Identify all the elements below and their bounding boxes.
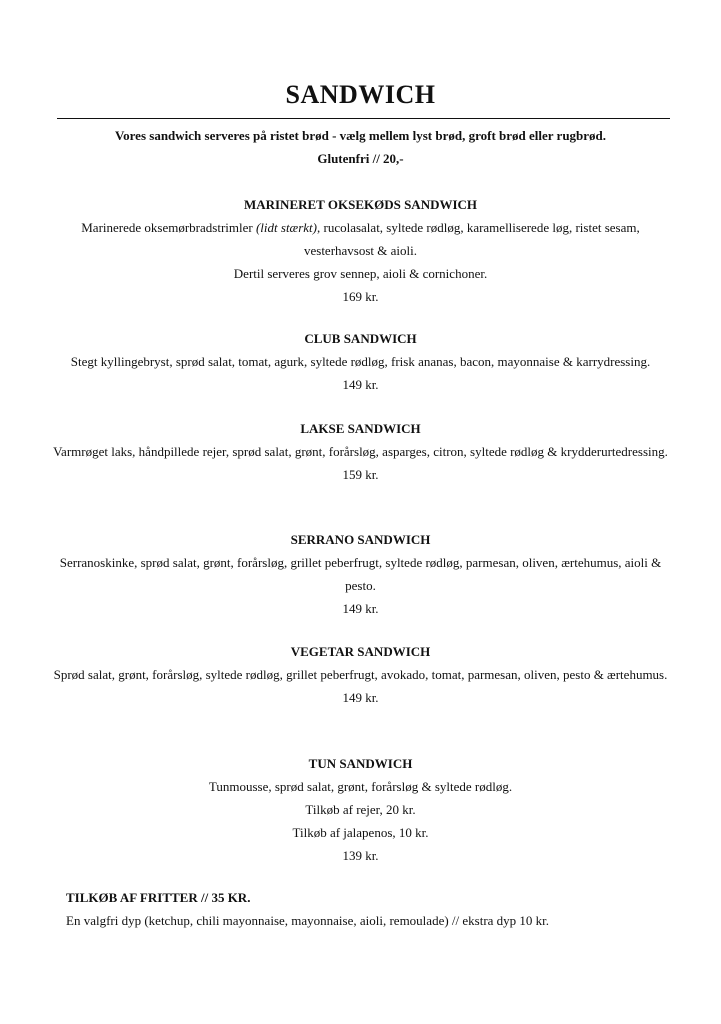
menu-item-description: Varmrøget laks, håndpillede rejer, sprød salat, grønt, forårsløg, asparges, citron, syltede rødløg & krydderurtedressing. — [53, 444, 668, 459]
menu-item-name: VEGETAR SANDWICH — [290, 644, 431, 659]
spice-note: (lidt stærkt) — [255, 220, 317, 235]
menu-item-addon-rejer: Tilkøb af rejer, 20 kr. — [305, 802, 416, 817]
menu-item-description: Stegt kyllingebryst, sprød salat, tomat, agurk, syltede rødløg, frisk ananas, bacon, mayonnaise & karrydressing. — [70, 354, 651, 369]
intro-bread-note: Vores sandwich serveres på ristet brød - vælg mellem lyst brød, groft brød eller rugbrød. — [114, 128, 607, 143]
menu-item-lakse — [50, 417, 671, 486]
menu-item-tun — [50, 752, 671, 867]
menu-item-name: SERRANO SANDWICH — [290, 532, 431, 547]
extras-fritter — [66, 886, 686, 932]
menu-item-description: Tunmousse, sprød salat, grønt, forårsløg & syltede rødløg. — [208, 779, 513, 794]
intro-glutenfree-note: Glutenfri // 20,- — [317, 151, 404, 166]
menu-item-description — [50, 216, 671, 262]
page-title: SANDWICH — [285, 80, 436, 109]
description-text: Marinerede oksemørbradstrimler — [81, 220, 256, 235]
menu-item-marineret — [50, 193, 671, 308]
menu-item-name: LAKSE SANDWICH — [300, 421, 421, 436]
description-text-cont: , rucolasalat, syltede rødløg, karamelliserede løg, ristet sesam, vesterhavsost & aioli. — [303, 220, 640, 258]
extras-heading: TILKØB AF FRITTER // 35 KR. — [66, 890, 251, 905]
menu-item-price: 169 kr. — [342, 289, 379, 304]
menu-item-serrano — [50, 528, 671, 620]
menu-item-price: 139 kr. — [342, 848, 379, 863]
extras-description: En valgfri dyp (ketchup, chili mayonnaise, mayonnaise, aioli, remoulade) // ekstra dyp 10 kr. — [66, 913, 550, 928]
menu-item-name: TUN SANDWICH — [308, 756, 413, 771]
title-divider — [57, 118, 670, 119]
menu-item-description: Serranoskinke, sprød salat, grønt, forårsløg, grillet peberfrugt, syltede rødløg, parmesan, oliven, ærtehumus, aioli & pesto. — [59, 555, 662, 593]
menu-item-description: Sprød salat, grønt, forårsløg, syltede rødløg, grillet peberfrugt, avokado, tomat, parmesan, oliven, pesto & ærtehumus. — [53, 667, 668, 682]
menu-item-name: CLUB SANDWICH — [304, 331, 417, 346]
menu-item-note: Dertil serveres grov sennep, aioli & cornichoner. — [233, 266, 488, 281]
menu-item-price: 149 kr. — [342, 601, 379, 616]
menu-item-price: 149 kr. — [342, 377, 379, 392]
intro-block — [40, 124, 681, 170]
menu-item-price: 159 kr. — [342, 467, 379, 482]
menu-item-name: MARINERET OKSEKØDS SANDWICH — [243, 197, 478, 212]
menu-item-club — [50, 327, 671, 396]
menu-item-vegetar — [50, 640, 671, 709]
menu-item-price: 149 kr. — [342, 690, 379, 705]
menu-item-addon-jalapenos: Tilkøb af jalapenos, 10 kr. — [292, 825, 429, 840]
